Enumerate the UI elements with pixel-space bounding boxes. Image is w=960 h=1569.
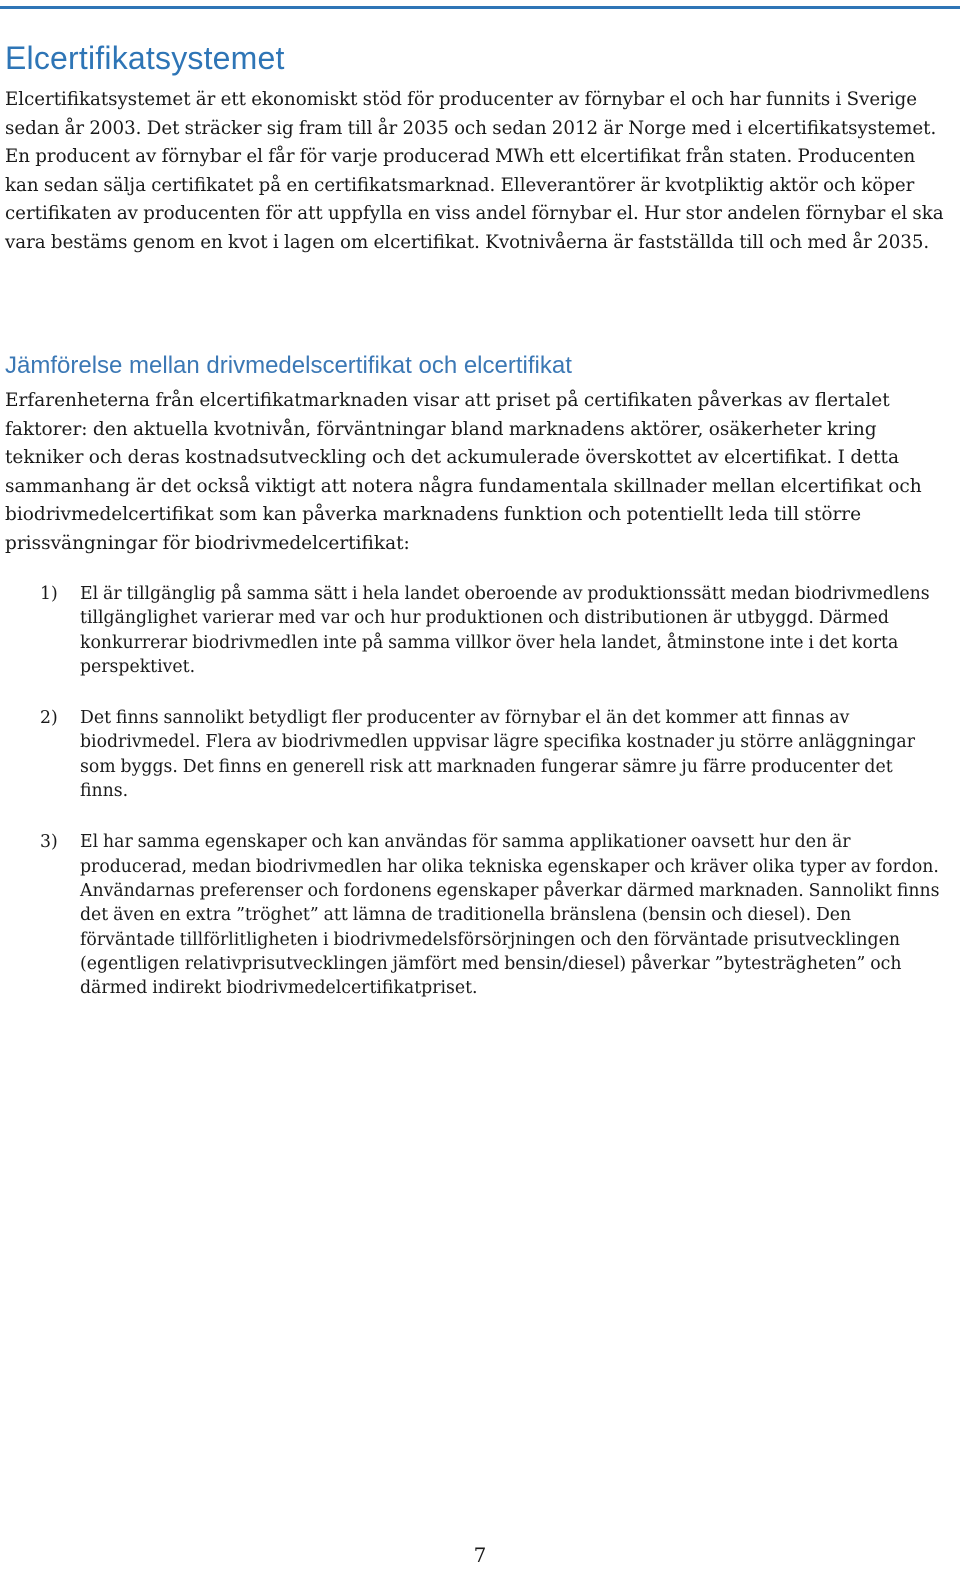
list-item-text: El har samma egenskaper och kan användas för samma applikationer oavsett hur den är producerad, medan biodrivmedlen har olika tekniska egenskaper och kräver olika typer av fordon. Användarnas preferenser och fordonens egenskaper påverkar därmed marknaden. Sannolikt finns det även en extra ”tröghet” att lämna de traditionella bränslena (bensin och diesel). Den förväntade tillförlitligheten i biodrivmedelsförsörjningen och den förväntade prisutvecklingen (egentligen relativprisutvecklingen jämfört med bensin/diesel) påverkar ”bytesträgheten” och därmed indirekt biodrivmedelcertifikatpriset. bbox=[80, 832, 940, 999]
comparison-paragraph: Erfarenheterna från elcertifikatmarknaden visar att priset på certifikaten påverkas av flertalet faktorer: den aktuella kvotnivån, förväntningar bland marknadens aktörer, osäkerheter kring tekniker och deras kostnadsutveckling och det ackumulerade överskottet av elcertifikat. I detta sammanhang är det också viktigt att notera några fundamentala skillnader mellan elcertifikat och biodrivmedelcertifikat som kan påverka marknadens funktion och potentiellt leda till större prissvängningar för biodrivmedelcertifikat: bbox=[5, 390, 922, 554]
list-item-text: Det finns sannolikt betydligt fler producenter av förnybar el än det kommer att finnas av biodrivmedel. Flera av biodrivmedlen uppvisar lägre specifika kostnader ju större anläggningar som byggs. Det finns en generell risk att marknaden fungerar sämre ju färre producenter det finns. bbox=[80, 708, 915, 802]
list-item bbox=[0, 582, 940, 679]
page-number: 7 bbox=[473, 1543, 487, 1567]
list-item bbox=[0, 830, 940, 1000]
header-rule bbox=[0, 6, 960, 9]
list-item-number: 2) bbox=[40, 708, 58, 729]
intro-paragraph: Elcertifikatsystemet är ett ekonomiskt stöd för producenter av förnybar el och har funnits i Sverige sedan år 2003. Det sträcker sig fram till år 2035 och sedan 2012 är Norge med i elcertifikatsystemet. En producent av förnybar el får för varje producerad MWh ett elcertifikat från staten. Producenten kan sedan sälja certifikatet på en certifikatsmarknad. Elleverantörer är kvotpliktig aktör och köper certifikaten av producenten för att uppfylla en viss andel förnybar el. Hur stor andelen förnybar el ska vara bestäms genom en kvot i lagen om elcertifikat. Kvotnivåerna är fastställda till och med år 2035. bbox=[5, 89, 944, 253]
list-item-number: 3) bbox=[40, 832, 58, 853]
differences-list bbox=[0, 582, 940, 1027]
list-item bbox=[0, 706, 940, 803]
subsection-title: Jämförelse mellan drivmedelscertifikat och elcertifikat bbox=[5, 352, 572, 379]
section-title: Elcertifikatsystemet bbox=[5, 40, 285, 76]
list-item-text: El är tillgänglig på samma sätt i hela landet oberoende av produktionssätt medan biodrivmedlens tillgänglighet varierar med var och hur produktionen och distributionen är utbyggd. Därmed konkurrerar biodrivmedlen inte på samma villkor över hela landet, åtminstone inte i det korta perspektivet. bbox=[80, 584, 930, 677]
list-item-number: 1) bbox=[40, 584, 58, 604]
